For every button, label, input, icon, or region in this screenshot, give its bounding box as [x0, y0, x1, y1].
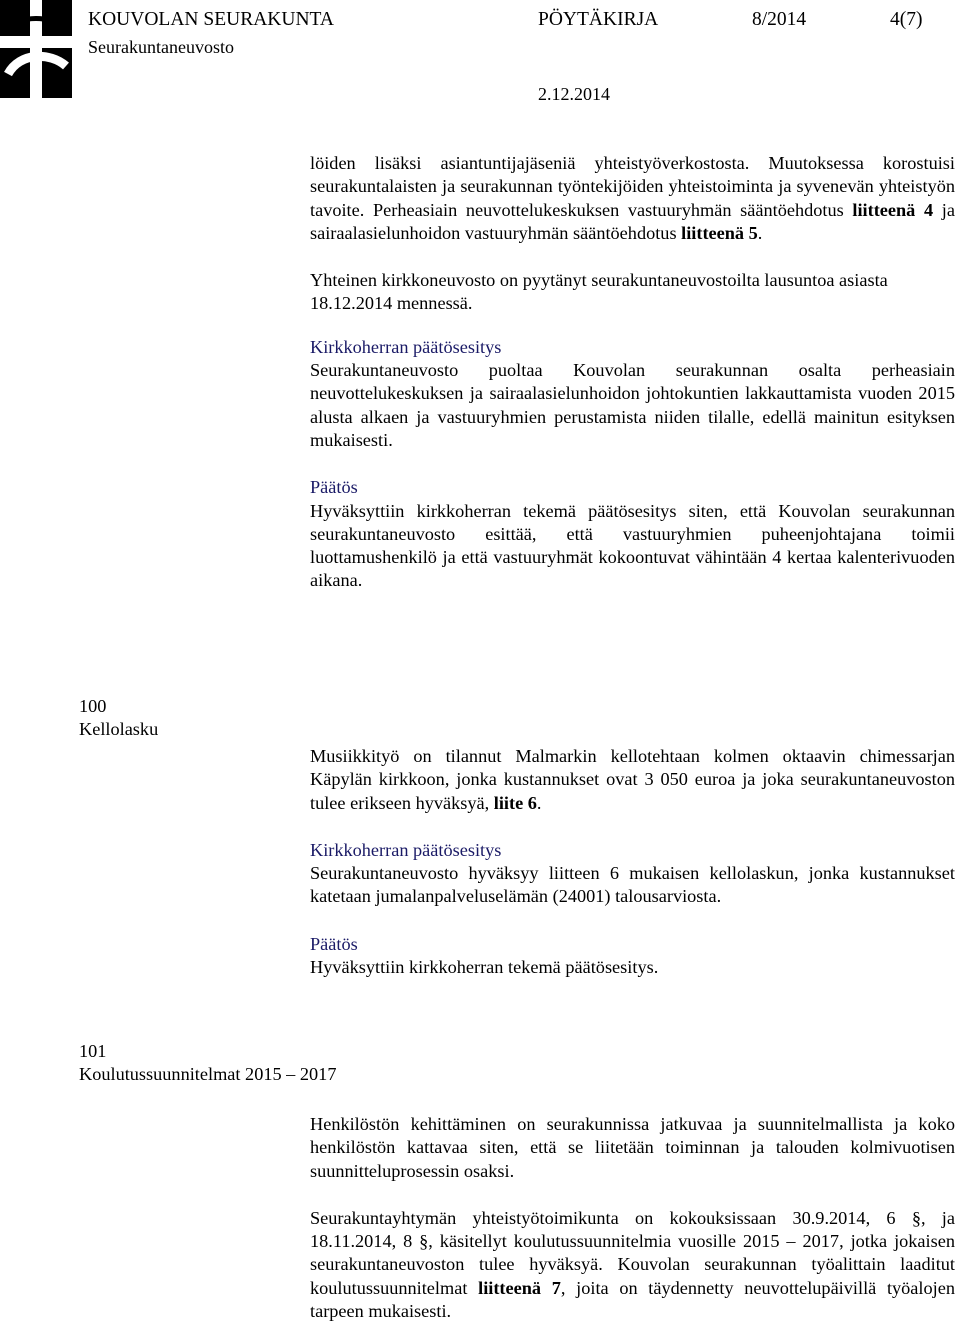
section-number: 100: [79, 696, 107, 716]
section-101-label: [79, 1040, 336, 1087]
header-org: KOUVOLAN SEURAKUNTA: [88, 9, 334, 30]
section-101-body: [310, 1113, 955, 1323]
section-title: Koulutussuunnitelmat 2015 – 2017: [79, 1064, 337, 1085]
attachment-ref-6: liite 6: [493, 792, 537, 813]
header-page: 4(7): [890, 9, 923, 30]
attachment-ref-5: liitteenä 5: [681, 222, 758, 243]
header-date: 2.12.2014: [538, 84, 610, 104]
attachment-ref-4: liitteenä 4: [852, 199, 934, 220]
section-number: 101: [79, 1041, 107, 1061]
section-101-paragraph-1: Henkilöstön kehittäminen on seurakunnissa jatkuvaa ja suunnitelmallista ja koko henkilöstön kattavaa siten, että se liitetään toiminnan ja talouden kolmivuotisen suunnitteluprosessin osaksi.: [310, 1114, 955, 1181]
intro-paragraph-2: Yhteinen kirkkoneuvosto on pyytänyt seurakuntaneuvostoilta lausuntoa asiasta 18.12.2014 mennessä.: [310, 270, 888, 314]
church-cross-logo-icon: [0, 0, 72, 98]
header-doc-number: 8/2014: [752, 9, 807, 30]
proposal-text: Seurakuntaneuvosto puoltaa Kouvolan seurakunnan osalta perheasiain neuvottelukeskuksen ja sairaalasielunhoidon johtokuntien lakkauttamista vuoden 2015 alusta alkaen ja vastuuryhmien perustamista niiden tilalle, edellä mainitun esityksen mukaisesti.: [310, 360, 955, 450]
proposal-heading: Kirkkoherran päätösesitys: [310, 839, 502, 860]
decision-text: Hyväksyttiin kirkkoherran tekemä päätösesitys siten, että Kouvolan seurakunnan seurakuntaneuvosto esittää, että vastuuryhmien puheenjohtajana toimii luottamushenkilö ja että vastuuryhmät kokoontuvat vähintään 4 kertaa kalenterivuoden aikana.: [310, 500, 955, 591]
proposal-heading: Kirkkoherran päätösesitys: [310, 336, 502, 357]
header-body: Seurakuntaneuvosto: [88, 37, 234, 57]
decision-heading: Päätös: [310, 477, 358, 498]
attachment-ref-7: liitteenä 7: [478, 1277, 561, 1298]
intro-block: [310, 152, 955, 593]
intro-paragraph-1: löiden lisäksi asiantuntijajäseniä yhteistyöverkostosta. Muutoksessa korostuisi seurakuntalaisten ja seurakunnan työntekijöiden yhteistoiminta ja syvenevän yhteistyön tavoite. Perheasiain neuvottelukeskuksen vastuuryhmän sääntöehdotus liitteenä 4 ja sairaalasielunhoidon vastuuryhmän sääntöehdotus liitteenä 5.: [310, 153, 955, 243]
decision-text: Hyväksyttiin kirkkoherran tekemä päätösesitys.: [310, 957, 659, 978]
section-title: Kellolasku: [79, 719, 159, 740]
proposal-text: Seurakuntaneuvosto hyväksyy liitteen 6 mukaisen kellolaskun, jonka kustannukset katetaan jumalanpalveluselämän (24001) talousarviosta.: [310, 863, 955, 907]
section-101-paragraph-2: Seurakuntayhtymän yhteistyötoimikunta on kokouksissaan 30.9.2014, 6 §, ja 18.11.2014, 8 §, käsitellyt koulutussuunnitelmia vuosille 2015 – 2017, jotka jokaisen seurakuntaneuvoston tulee hyväksyä. Kouvolan seurakunnan työalittain laaditut koulutussuunnitelmat liitteenä 7, joita on täydennetty neuvottelupäivillä työalojen tarpeen mukaisesti.: [310, 1207, 955, 1322]
section-100-label: [79, 695, 158, 742]
section-100-paragraph: Musiikkityö on tilannut Malmarkin kellotehtaan kolmen oktaavin chimessarjan Käpylän kirkkoon, jonka kustannukset ovat 3 050 euroa ja joka seurakuntaneuvoston tulee erikseen hyväksyä, liite 6.: [310, 746, 955, 813]
section-100-body: [310, 745, 955, 979]
decision-heading: Päätös: [310, 933, 358, 954]
header-doc-type: PÖYTÄKIRJA: [538, 9, 659, 30]
